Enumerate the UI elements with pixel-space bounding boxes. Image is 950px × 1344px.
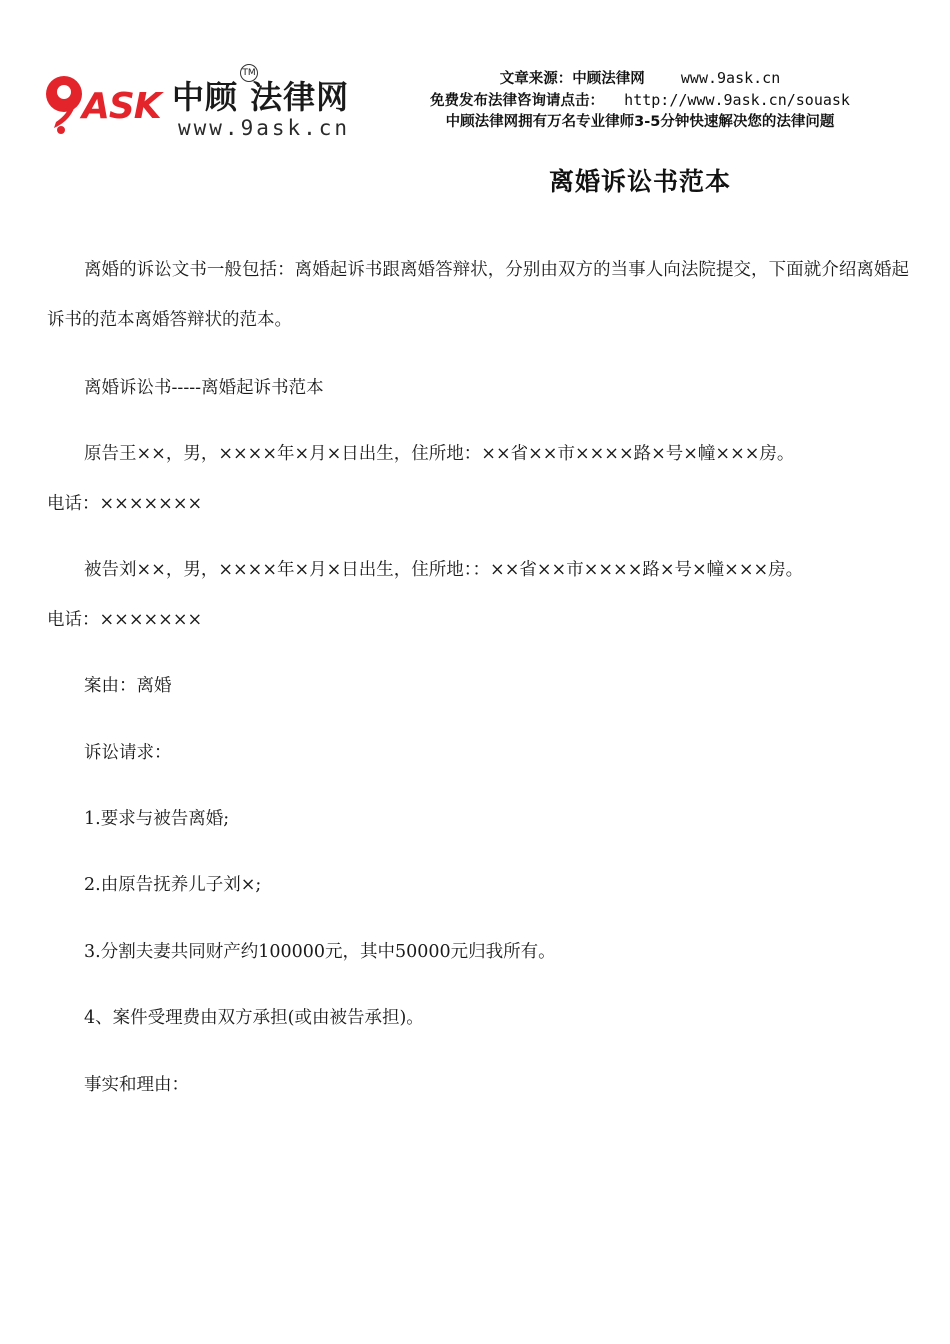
claim-item: 3.分割夫妻共同财产约100000元，其中50000元归我所有。: [84, 942, 556, 962]
document-title: 离婚诉讼书范本: [548, 167, 731, 196]
source-line-1: [380, 68, 900, 90]
plaintiff-phone: 电话：×××××××: [47, 494, 203, 514]
logo-mark-icon: [42, 68, 170, 138]
claim-item: 1.要求与被告离婚;: [84, 809, 230, 829]
source-site-link[interactable]: www.9ask.cn: [680, 69, 781, 87]
source-info: [380, 68, 900, 133]
defendant-info: 被告刘××，男，××××年×月×日出生，住所地：：××省××市××××路×号×幢×××房。: [84, 560, 804, 580]
intro-paragraph: 离婚的诉讼文书一般包括：离婚起诉书跟离婚答辩状，分别由双方的当事人向法院提交，下面就介绍离婚起诉书的范本离婚答辩状的范本。: [47, 260, 909, 330]
case-cause: 案由：离婚: [84, 676, 172, 696]
trademark-icon: TM: [240, 64, 258, 82]
claim-item: 4、案件受理费由双方承担(或由被告承担)。: [84, 1008, 424, 1028]
defendant-phone: 电话：×××××××: [47, 610, 203, 630]
svg-text:ASK: ASK: [82, 86, 161, 127]
source-label: 文章来源：中顾法律网: [499, 71, 645, 87]
claim-item: 2.由原告抚养儿子刘×;: [84, 875, 262, 895]
logo-brand-name: 中顾 法律网: [172, 78, 350, 116]
source-line-2: [380, 90, 900, 112]
facts-heading: 事实和理由：: [84, 1075, 189, 1095]
plaintiff-info: 原告王××，男，××××年×月×日出生，住所地：××省××市××××路×号×幢×××房。: [84, 444, 795, 464]
consult-label: 免费发布法律咨询请点击：: [430, 93, 605, 109]
section-subtitle: 离婚诉讼书-----离婚起诉书范本: [84, 378, 324, 398]
claims-heading: 诉讼请求：: [84, 743, 172, 763]
site-logo[interactable]: [42, 62, 372, 142]
logo-url: www.9ask.cn: [178, 116, 351, 140]
consult-link[interactable]: http://www.9ask.cn/souask: [624, 91, 850, 109]
source-line-3: 中顾法律网拥有万名专业律师3-5分钟快速解决您的法律问题: [445, 114, 835, 130]
